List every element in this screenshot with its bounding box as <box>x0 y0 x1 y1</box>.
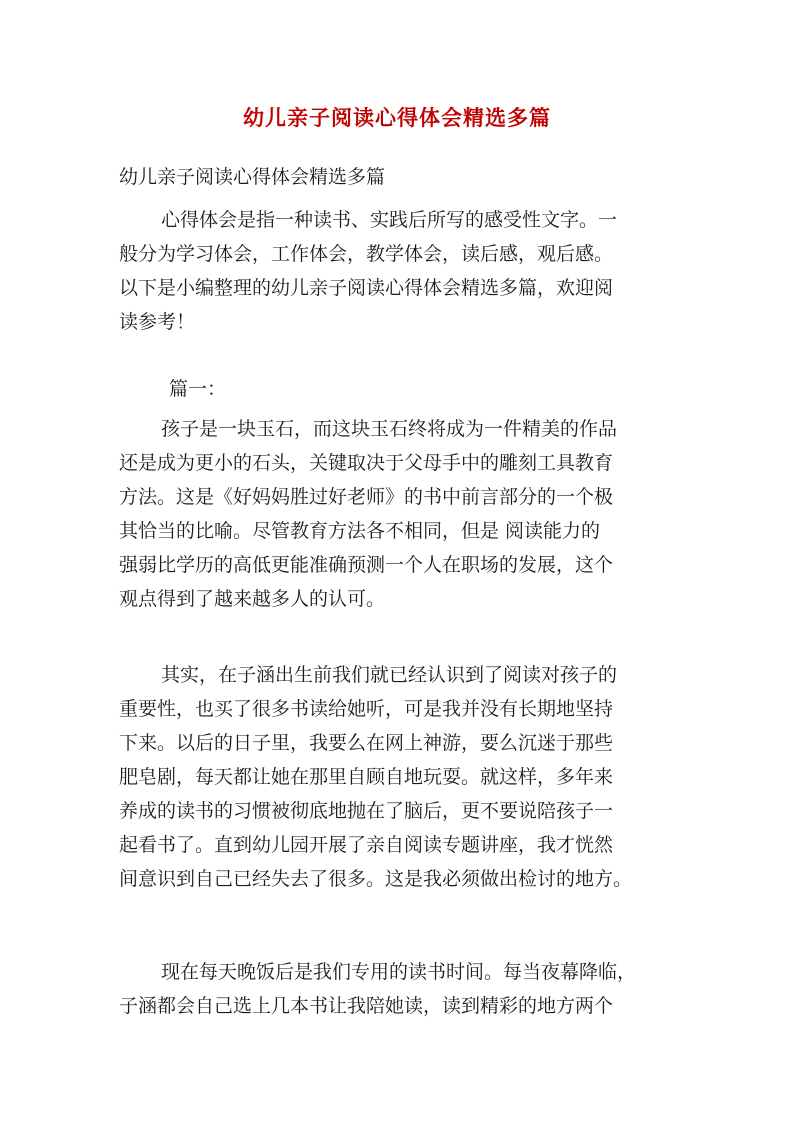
text-line: 强弱比学历的高低更能准确预测一个人在职场的发展，这个 <box>119 554 614 576</box>
text-line: 肥皂剧，每天都让她在那里自顾自地玩耍。就这样，多年来 <box>119 766 614 788</box>
paragraph-1 <box>119 412 689 616</box>
intro-paragraph <box>119 203 689 339</box>
text-line: 观点得到了越来越多人的认可。 <box>119 588 386 610</box>
document-title: 幼儿亲子阅读心得体会精选多篇 <box>243 105 551 130</box>
text-line: 以下是小编整理的幼儿亲子阅读心得体会精选多篇，欢迎阅 <box>119 277 614 299</box>
text-line: 其恰当的比喻。尽管教育方法各不相同，但是 阅读能力的 <box>119 520 601 542</box>
text-line: 现在每天晚饭后是我们专用的读书时间。每当夜幕降临， <box>161 961 637 983</box>
text-line: 子涵都会自己选上几本书让我陪她读，读到精彩的地方两个 <box>119 995 614 1017</box>
document-subtitle: 幼儿亲子阅读心得体会精选多篇 <box>119 166 386 188</box>
text-line: 养成的读书的习惯被彻底地抛在了脑后，更不要说陪孩子一 <box>119 800 614 822</box>
text-line: 下来。以后的日子里，我要么在网上神游，要么沉迷于那些 <box>119 732 614 754</box>
text-line: 读参考！ <box>119 311 196 333</box>
text-line: 还是成为更小的石头，关键取决于父母手中的雕刻工具教育 <box>119 452 614 474</box>
text-line: 其实，在子涵出生前我们就已经认识到了阅读对孩子的 <box>161 664 618 686</box>
text-line: 间意识到自己已经失去了很多。这是我必须做出检讨的地方。 <box>119 868 633 890</box>
text-line: 方法。这是《好妈妈胜过好老师》的书中前言部分的一个极 <box>119 486 614 508</box>
text-line: 般分为学习体会，工作体会，教学体会，读后感，观后感。 <box>119 243 614 265</box>
text-line: 起看书了。直到幼儿园开展了亲自阅读专题讲座，我才恍然 <box>119 834 614 856</box>
text-line: 重要性，也买了很多书读给她听，可是我并没有长期地坚持 <box>119 698 614 720</box>
paragraph-2 <box>119 658 689 896</box>
text-line: 孩子是一块玉石，而这块玉石终将成为一件精美的作品 <box>161 418 618 440</box>
paragraph-3 <box>119 955 689 1023</box>
text-line: 心得体会是指一种读书、实践后所写的感受性文字。一 <box>161 209 618 231</box>
section-heading: 篇一： <box>169 378 227 400</box>
